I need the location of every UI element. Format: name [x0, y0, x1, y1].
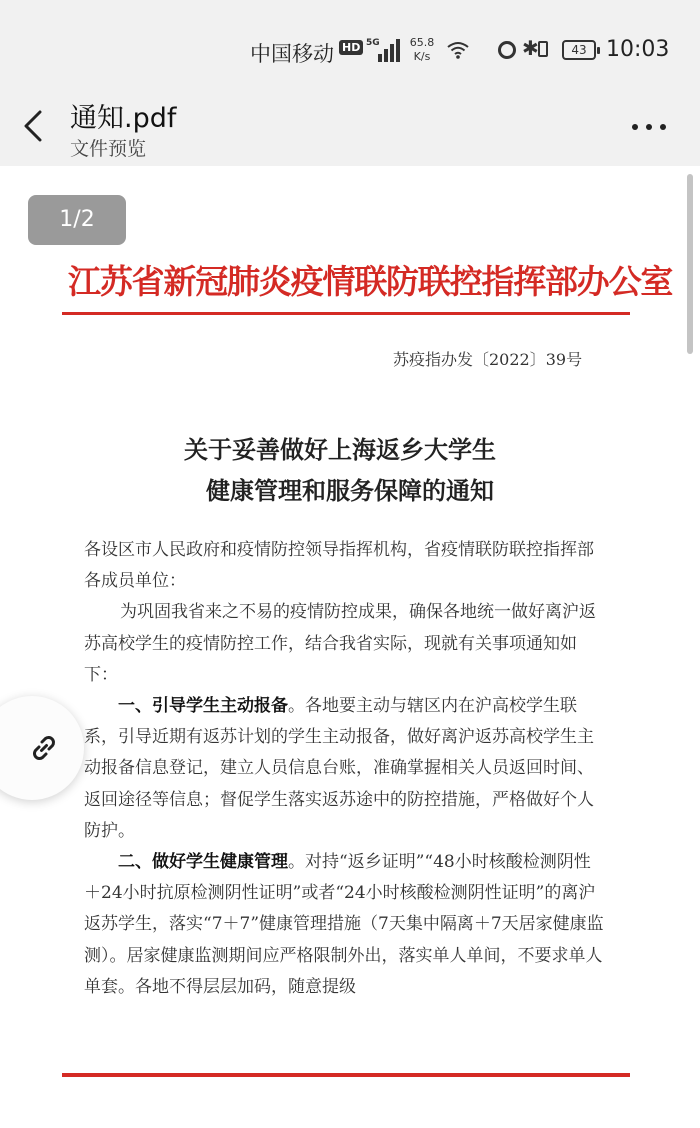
- scrollbar[interactable]: [687, 174, 693, 354]
- document-title-line1: 关于妥善做好上海返乡大学生: [184, 435, 496, 464]
- back-arrow-icon[interactable]: [20, 106, 50, 146]
- network-type: 5G: [366, 38, 380, 48]
- clock: 10:03: [606, 37, 670, 62]
- network-speed-unit: K/s: [413, 50, 431, 63]
- document-number: 苏疫指办发〔2022〕39号: [393, 350, 583, 369]
- alarm-icon: [498, 41, 516, 59]
- vibrate-icon: [538, 41, 548, 57]
- footer-divider: [62, 1073, 630, 1077]
- header-divider: [62, 312, 630, 315]
- document-body: [84, 535, 604, 1003]
- wifi-icon: [446, 40, 470, 60]
- link-icon: [28, 732, 60, 764]
- document-issuer-header: 江苏省新冠肺炎疫情联防联控指挥部办公室: [68, 262, 673, 301]
- document-title-line2: 健康管理和服务保障的通知: [206, 476, 494, 505]
- share-link-button[interactable]: [0, 696, 84, 800]
- section-1-heading: 一、引导学生主动报备: [118, 696, 288, 717]
- hd-badge: HD: [339, 40, 363, 55]
- section-1-paragraph: [84, 691, 604, 847]
- network-speed-value: 65.8: [409, 36, 435, 49]
- file-title: 通知.pdf: [70, 103, 177, 134]
- section-1-text: 。各地要主动与辖区内在沪高校学生联系，引导近期有返苏计划的学生主动报备，做好离沪返苏高校学生主动报备信息登记，建立人员信息台账，准确掌握相关人员返回时间、返回途径等信息；督促学生落实返苏途中的防控措施，严格做好个人防护。: [84, 696, 594, 841]
- signal-icon: [366, 38, 400, 62]
- intro-paragraph: 为巩固我省来之不易的疫情防控成果，确保各地统一做好离沪返苏高校学生的疫情防控工作，结合我省实际，现就有关事项通知如下：: [84, 602, 596, 685]
- carrier-name: 中国移动: [250, 42, 334, 66]
- page-indicator: 1/2: [28, 195, 126, 245]
- status-bar: [0, 0, 700, 96]
- battery-icon: 43: [562, 40, 596, 60]
- network-speed: [405, 36, 439, 64]
- bluetooth-icon: ✱: [522, 36, 539, 60]
- section-2-paragraph: [84, 847, 604, 1003]
- file-subtitle: 文件预览: [70, 138, 147, 160]
- section-2-text: 。对持“返乡证明”“48小时核酸检测阴性＋24小时抗原检测阴性证明”或者“24小时核酸检测阴性证明”的离沪返苏学生，落实“7＋7”健康管理措施（7天集中隔离＋7天居家健康监测）。居家健康监测期间应严格限制外出，落实单人单间，不要求单人单套。各地不得层层加码，随意提级: [84, 852, 604, 997]
- section-2-heading: 二、做好学生健康管理: [118, 852, 288, 873]
- salutation: 各设区市人民政府和疫情防控领导指挥机构，省疫情联防联控指挥部各成员单位：: [84, 540, 594, 592]
- more-options-icon[interactable]: [632, 124, 668, 132]
- pdf-viewer[interactable]: [0, 166, 700, 1128]
- app-bar: [0, 96, 700, 166]
